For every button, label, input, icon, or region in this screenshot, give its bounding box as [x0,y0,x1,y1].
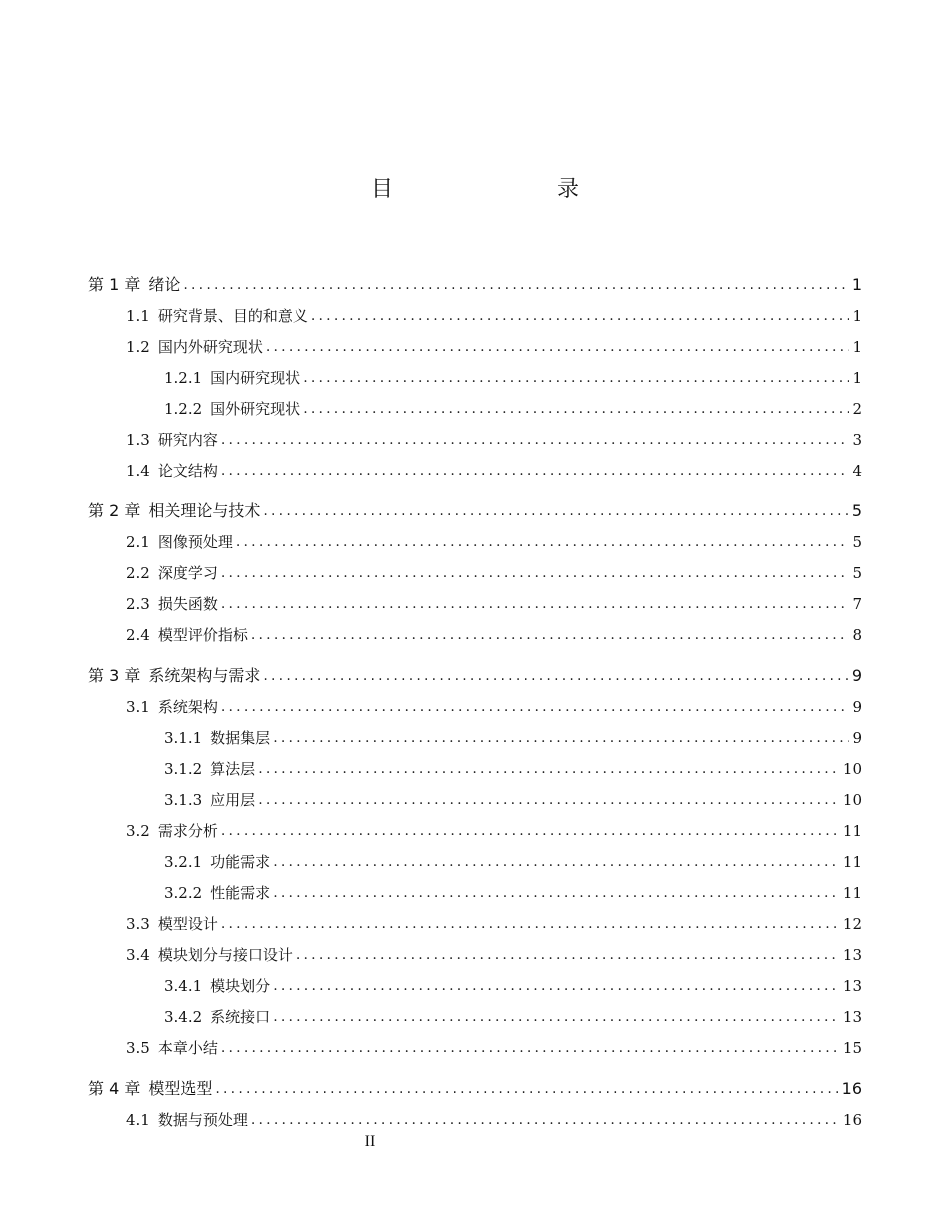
toc-dot-leader [273,1006,840,1028]
toc-entry-page: 16 [841,1079,862,1098]
toc-entry-title: 国外研究现状 [210,400,301,418]
toc-entry-title: 性能需求 [210,884,271,902]
toc-entry-title: 研究背景、目的和意义 [157,307,308,325]
toc-entry[interactable] [0,849,862,873]
toc-entry-number: 3.1.1 [164,729,203,747]
toc-entry-number: 1.2 [126,338,150,356]
toc-entry-number: 1.1 [126,307,150,325]
toc-entry[interactable] [0,396,862,420]
toc-dot-leader [221,429,850,451]
toc-entry-page: 9 [852,698,862,716]
toc-entry-number: 第 1 章 [88,275,141,294]
toc-entry[interactable] [0,973,862,997]
toc-entry-title: 图像预处理 [157,533,233,551]
toc-dot-leader [303,398,849,420]
toc-entry-number: 4.1 [126,1111,150,1129]
toc-entry[interactable] [0,560,862,584]
toc-entry-page: 9 [852,729,862,747]
toc-entry-number: 第 4 章 [88,1079,141,1098]
toc-entry-number: 3.3 [126,915,150,933]
toc-entry-number: 3.5 [126,1039,150,1057]
toc-dot-leader [266,336,850,358]
toc-entry-page: 1 [852,307,862,325]
toc-dot-leader [258,789,840,811]
toc-entry-number: 1.3 [126,431,150,449]
toc-entry[interactable] [0,365,862,389]
toc-entry[interactable] [0,427,862,451]
toc-entry-title: 模块划分与接口设计 [157,946,293,964]
toc-entry[interactable] [0,458,862,482]
toc-entry-title: 绪论 [148,275,181,294]
toc-entry-title: 数据集层 [210,729,271,747]
toc-entry-title: 模型选型 [148,1079,213,1098]
toc-dot-leader [263,665,848,687]
toc-entry-title: 功能需求 [210,853,271,871]
toc-entry-title: 深度学习 [157,564,218,582]
toc-entry-title: 系统架构 [157,698,218,716]
toc-entry-number: 2.3 [126,595,150,613]
toc-entry[interactable] [0,818,862,842]
toc-entry-number: 第 3 章 [88,666,141,685]
toc-entry-title: 模块划分 [210,977,271,995]
toc-dot-leader [221,696,850,718]
toc-entry-page: 12 [842,915,862,933]
toc-entry-number: 2.1 [126,533,150,551]
toc-entry-title: 算法层 [210,760,256,778]
toc-entry[interactable] [0,663,862,687]
toc-entry-page: 5 [852,564,862,582]
toc-entry[interactable] [0,498,862,522]
toc-dot-leader [303,367,849,389]
toc-entry-page: 5 [852,533,862,551]
toc-dot-leader [183,274,848,296]
toc-entry-page: 1 [851,275,862,294]
toc-entry-title: 研究内容 [157,431,218,449]
toc-dot-leader [221,460,850,482]
toc-entry-page: 10 [842,760,862,778]
toc-entry-number: 3.2.2 [164,884,203,902]
toc-entry-title: 需求分析 [157,822,218,840]
toc-entry-number: 3.1 [126,698,150,716]
toc-entry-title: 损失函数 [157,595,218,613]
toc-dot-leader [251,624,850,646]
toc-entry[interactable] [0,1035,862,1059]
toc-entry-number: 2.4 [126,626,150,644]
toc-entry-page: 16 [842,1111,862,1129]
toc-entry[interactable] [0,756,862,780]
toc-entry[interactable] [0,529,862,553]
toc-entry-page: 4 [852,462,862,480]
toc-entry[interactable] [0,694,862,718]
toc-entry-title: 系统架构与需求 [148,666,261,685]
toc-entry-number: 3.2.1 [164,853,203,871]
toc-entry-page: 7 [852,595,862,613]
toc-entry-page: 1 [852,369,862,387]
toc-entry[interactable] [0,725,862,749]
toc-entry-number: 1.2.1 [164,369,203,387]
toc-entry-number: 3.2 [126,822,150,840]
toc-dot-leader [221,1037,840,1059]
toc-dot-leader [263,500,848,522]
toc-entry[interactable] [0,591,862,615]
toc-entry-page: 11 [842,884,862,902]
page-title: 目 录 [370,177,619,202]
toc-entry-page: 5 [851,501,862,520]
toc-entry-page: 13 [842,977,862,995]
toc-entry-page: 11 [842,853,862,871]
toc-entry-page: 1 [852,338,862,356]
toc-dot-leader [251,1109,840,1131]
page-number: II [364,1133,376,1150]
toc-dot-leader [273,975,840,997]
toc-entry-page: 2 [852,400,862,418]
toc-entry-page: 3 [852,431,862,449]
toc-entry[interactable] [0,787,862,811]
toc-dot-leader [221,562,850,584]
toc-entry[interactable] [0,1004,862,1028]
toc-entry-number: 3.1.3 [164,791,203,809]
toc-entry-page: 15 [842,1039,862,1057]
toc-entry[interactable] [0,880,862,904]
toc-entry-title: 模型设计 [157,915,218,933]
toc-entry-title: 本章小结 [157,1039,218,1057]
toc-entry-title: 国内研究现状 [210,369,301,387]
toc-entry-title: 论文结构 [157,462,218,480]
toc-entry-number: 3.4.2 [164,1008,203,1026]
toc-entry[interactable] [0,334,862,358]
toc-entry-page: 13 [842,1008,862,1026]
toc-entry-page: 8 [852,626,862,644]
toc-dot-leader [236,531,850,553]
toc-entry[interactable] [0,303,862,327]
toc-entry-number: 3.4.1 [164,977,203,995]
toc-dot-leader [273,882,840,904]
toc-entry-title: 应用层 [210,791,256,809]
toc-dot-leader [273,727,849,749]
toc-dot-leader [258,758,840,780]
toc-dot-leader [311,305,850,327]
toc-dot-leader [273,851,840,873]
toc-dot-leader [221,820,840,842]
toc-entry-title: 模型评价指标 [157,626,248,644]
toc-dot-leader [215,1078,838,1100]
toc-entry-number: 2.2 [126,564,150,582]
toc-entry[interactable] [0,1076,862,1100]
toc-entry-page: 9 [851,666,862,685]
toc-entry-number: 3.1.2 [164,760,203,778]
toc-entry-title: 系统接口 [210,1008,271,1026]
toc-entry-page: 13 [842,946,862,964]
toc-entry-page: 11 [842,822,862,840]
toc-entry-number: 1.2.2 [164,400,203,418]
toc-entry[interactable] [0,1107,862,1131]
toc-dot-leader [296,944,840,966]
toc-entry-title: 数据与预处理 [157,1111,248,1129]
toc-entry[interactable] [0,622,862,646]
toc-entry-title: 国内外研究现状 [157,338,263,356]
toc-entry-number: 3.4 [126,946,150,964]
toc-entry-number: 第 2 章 [88,501,141,520]
toc-entry-title: 相关理论与技术 [148,501,261,520]
toc-dot-leader [221,913,840,935]
toc-entry-page: 10 [842,791,862,809]
toc-entry[interactable] [0,942,862,966]
toc-entry[interactable] [0,272,862,296]
toc-entry-number: 1.4 [126,462,150,480]
toc-dot-leader [221,593,850,615]
toc-entry[interactable] [0,911,862,935]
